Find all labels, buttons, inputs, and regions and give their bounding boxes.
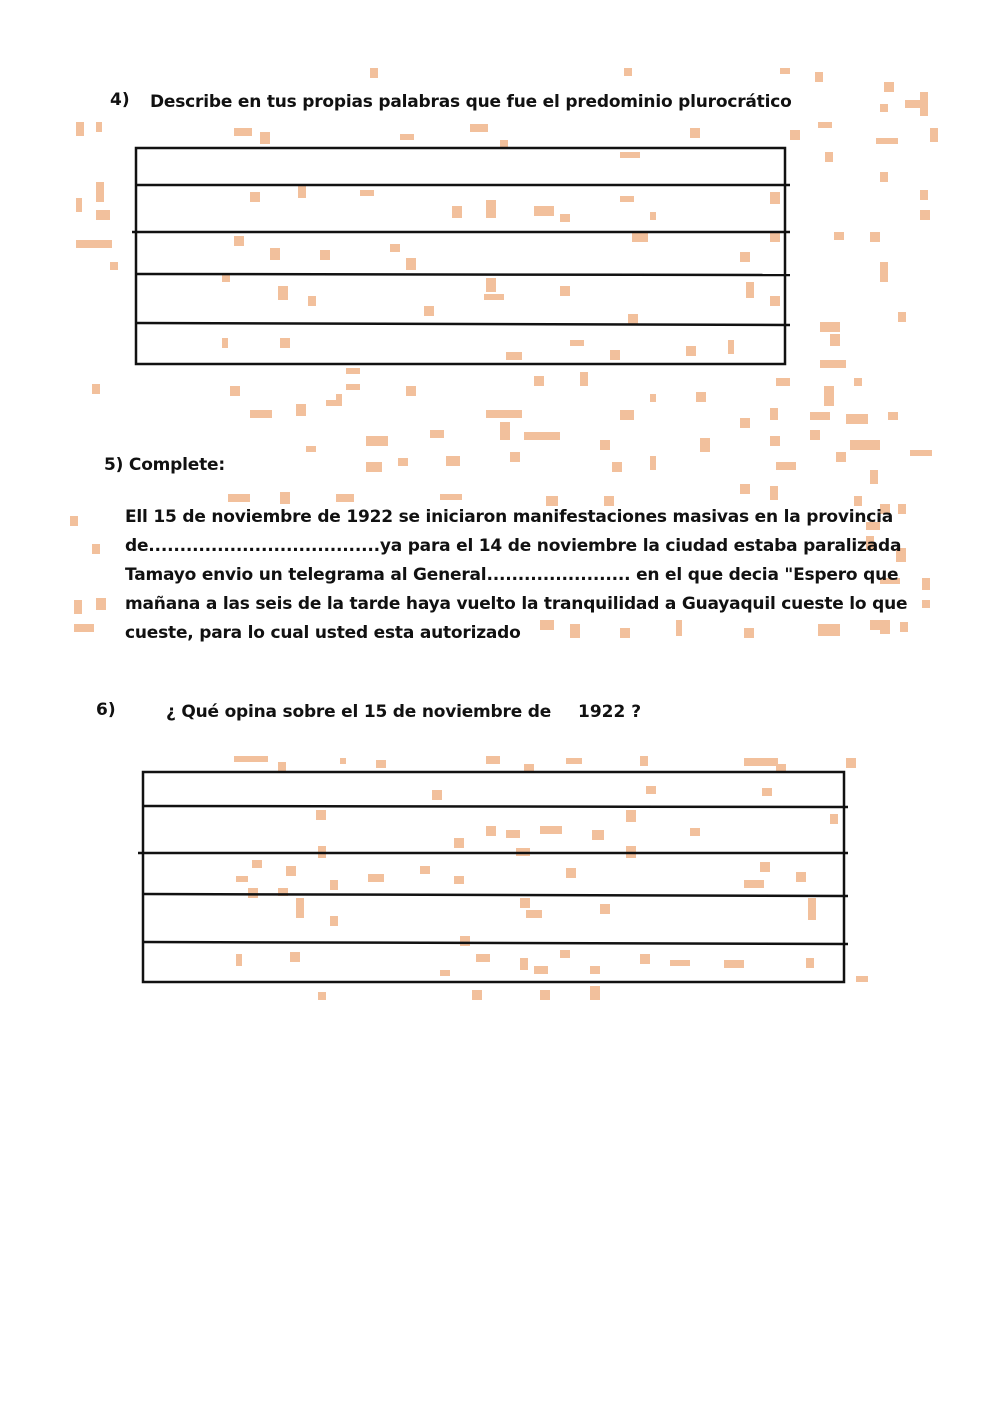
question-4-number: 4) — [110, 90, 130, 110]
question-5-title: 5) Complete: — [104, 455, 225, 475]
answer-line[interactable] — [143, 806, 848, 807]
question-6-text: ¿ Qué opina sobre el 15 de noviembre de — [166, 702, 552, 722]
question-6-answer-box[interactable] — [136, 768, 856, 988]
answer-line[interactable] — [143, 942, 848, 944]
answer-line[interactable] — [143, 894, 848, 896]
paragraph-line-1: Ell 15 de noviembre de 1922 se iniciaron manifestaciones masivas en la provincia — [125, 507, 894, 527]
answer-box-border — [143, 772, 844, 982]
answer-box-border — [136, 148, 785, 364]
paragraph-line-5: cueste, para lo cual usted esta autorizado — [125, 623, 521, 643]
question-4-answer-box[interactable] — [130, 145, 795, 370]
answer-line[interactable] — [136, 274, 790, 275]
paragraph-line-2: de.....................................ya para el 14 de noviembre la ciudad estaba paralizada — [125, 536, 902, 556]
question-6-number: 6) — [96, 700, 116, 720]
question-6-year: 1922 ? — [578, 702, 642, 722]
paragraph-line-3: Tamayo envio un telegrama al General....................... en el que decia "Espero que — [125, 565, 899, 585]
answer-line[interactable] — [136, 323, 790, 325]
question-5-paragraph — [125, 503, 907, 648]
paragraph-line-4: mañana a las seis de la tarde haya vuelto la tranquilidad a Guayaquil cueste lo que — [125, 594, 908, 614]
question-4-text: Describe en tus propias palabras que fue el predominio plurocrático — [150, 92, 792, 112]
